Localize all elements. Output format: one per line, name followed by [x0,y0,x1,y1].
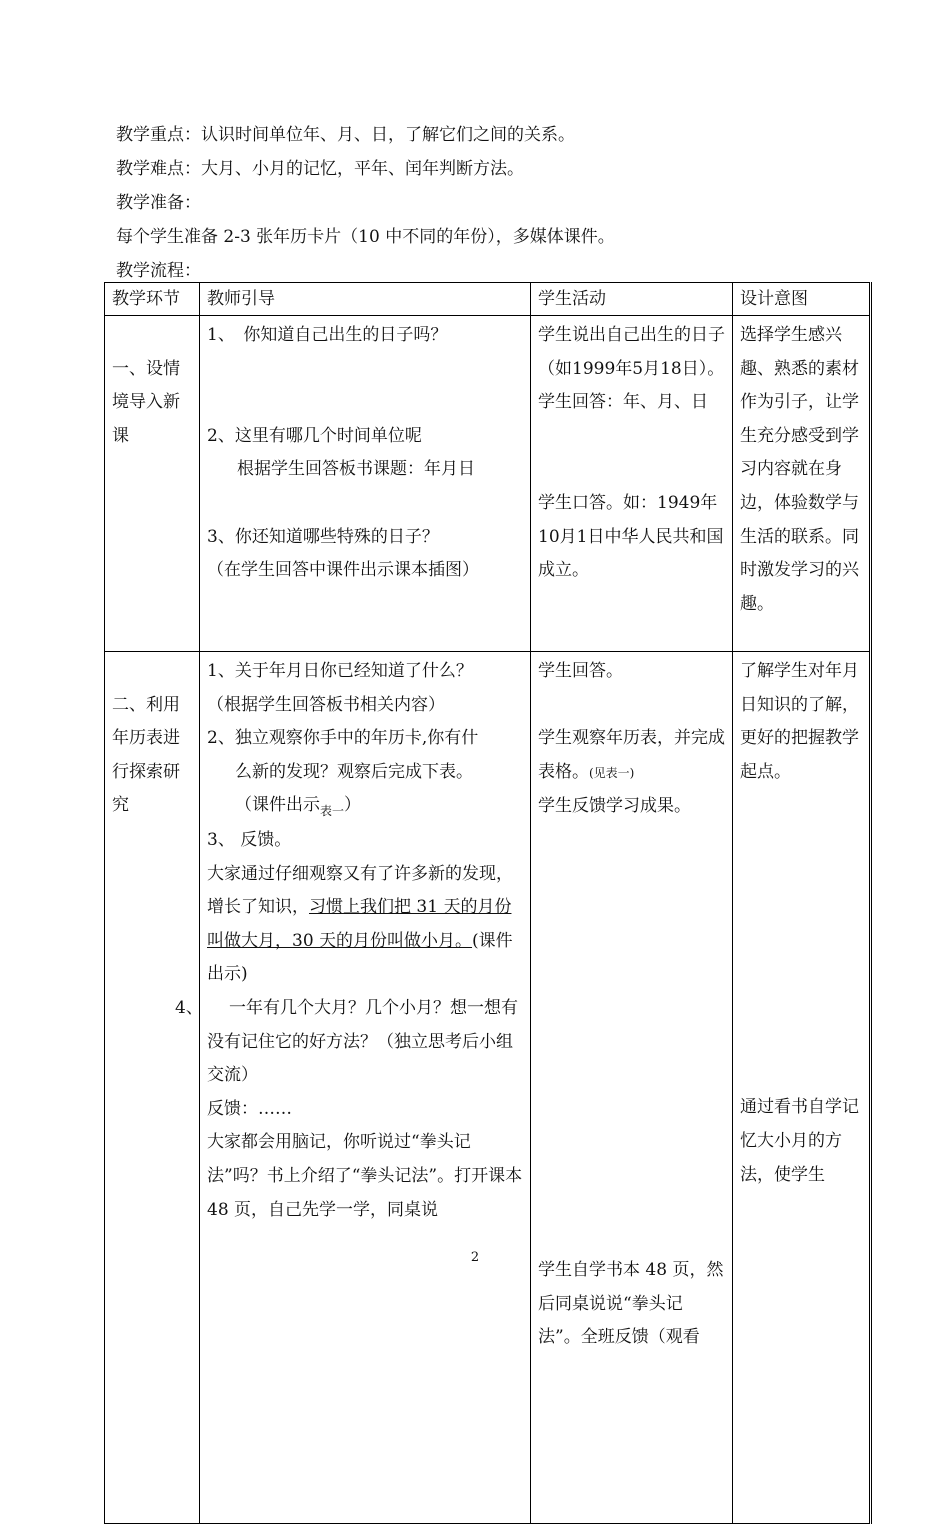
page-number: 2 [470,1250,480,1265]
teacher-question-cont: 么新的发现？观察后完成下表。 [235,761,473,782]
intent-cell [733,652,871,1524]
header-stage: 教学环节 [105,283,200,316]
student-cell [531,316,733,652]
lesson-intro [116,118,876,288]
table-row [105,652,871,1524]
table-row [105,316,871,652]
header-intent: 设计意图 [733,283,871,316]
intent-text: 通过看书自学记忆大小月的方法，使学生 [740,1097,859,1185]
teacher-feedback: 反馈：…… [207,1098,292,1119]
student-activity: 学生口答。如：1949年10月1日中华人民共和国成立。 [538,492,724,581]
preparation-label: 教学准备： [116,193,201,213]
intent-cell: 选择学生感兴趣、熟悉的素材作为引子，让学生充分感受到学习内容就在身边，体验数学与生活的联系。同时激发学习的兴趣。 [733,316,871,652]
stage-label: 二、利用年历表进行探索研究 [112,694,180,816]
student-activity: 学生自学书本 48 页，然后同桌说说“拳头记法”。全班反馈（观看 [538,1259,724,1348]
table-header-row [105,283,871,316]
flow-label: 教学流程： [116,261,201,281]
teacher-question: 1、 你知道自己出生的日子吗？ [207,325,448,345]
table-ref: (见表一) [589,765,635,780]
teacher-note: （课件出示$_{表一}$） [235,795,362,819]
student-activity: 学生回答。 [538,661,623,681]
header-teacher: 教师引导 [200,283,531,316]
student-cell [531,652,733,1524]
teacher-note: （根据学生回答板书相关内容） [207,694,445,715]
stage-cell [105,316,200,652]
preparation-text: 每个学生准备 2-3 张年历卡片（10 中不同的年份），多媒体课件。 [116,227,615,247]
teacher-cell [200,316,531,652]
key-points: 教学重点：认识时间单位年、月、日，了解它们之间的关系。 [116,125,575,145]
teacher-feedback-text: 大家通过仔细观察又有了许多新的发现，增长了知识，习惯上我们把 31 天的月份叫做大月，30 天的月份叫做小月。(课件出示) [207,863,513,985]
stage-label: 一、设情境导入新课 [112,358,180,446]
student-activity: 学生反馈学习成果。 [538,796,691,817]
teacher-cell [175,652,531,1524]
student-activity: 学生说出自己出生的日子（如1999年5月18日）。 [538,325,725,379]
student-activity: 学生回答：年、月、日 [538,392,708,413]
teacher-question: 2、这里有哪几个时间单位呢 [207,425,422,446]
intent-text: 了解学生对年月日知识的了解，更好的把握教学起点。 [740,661,859,782]
difficulties: 教学难点：大月、小月的记忆，平年、闰年判断方法。 [116,159,524,179]
header-student: 学生活动 [531,283,733,316]
teacher-question-4: 4、 一年有几个大月？几个小月？想一想有没有记住它的好方法？（独立思考后小组交流） [175,997,518,1086]
teacher-question: 3、你还知道哪些特殊的日子？ [207,526,439,547]
teacher-question: 2、独立观察你手中的年历卡,你有什 [207,728,479,749]
teacher-question: 1、关于年月日你已经知道了什么？ [207,661,473,681]
stage-cell [105,652,200,1524]
teacher-note: （在学生回答中课件出示课本插图） [207,560,479,581]
teacher-question: 3、 反馈。 [207,829,292,850]
table-ref: 表一 [320,804,345,819]
student-activity: 学生观察年历表，并完成表格。(见表一) [538,728,725,782]
lesson-flow-table [104,282,872,1524]
teacher-question: 大家都会用脑记，你听说过“拳头记法”吗？书上介绍了“拳头记法”。打开课本 48 页，自己先学一学，同桌说 [207,1132,523,1220]
key-definition: 习惯上我们把 31 天的月份叫做大月，30 天的月份叫做小月。 [207,897,512,951]
teacher-note: 根据学生回答板书课题：年月日 [237,459,475,480]
